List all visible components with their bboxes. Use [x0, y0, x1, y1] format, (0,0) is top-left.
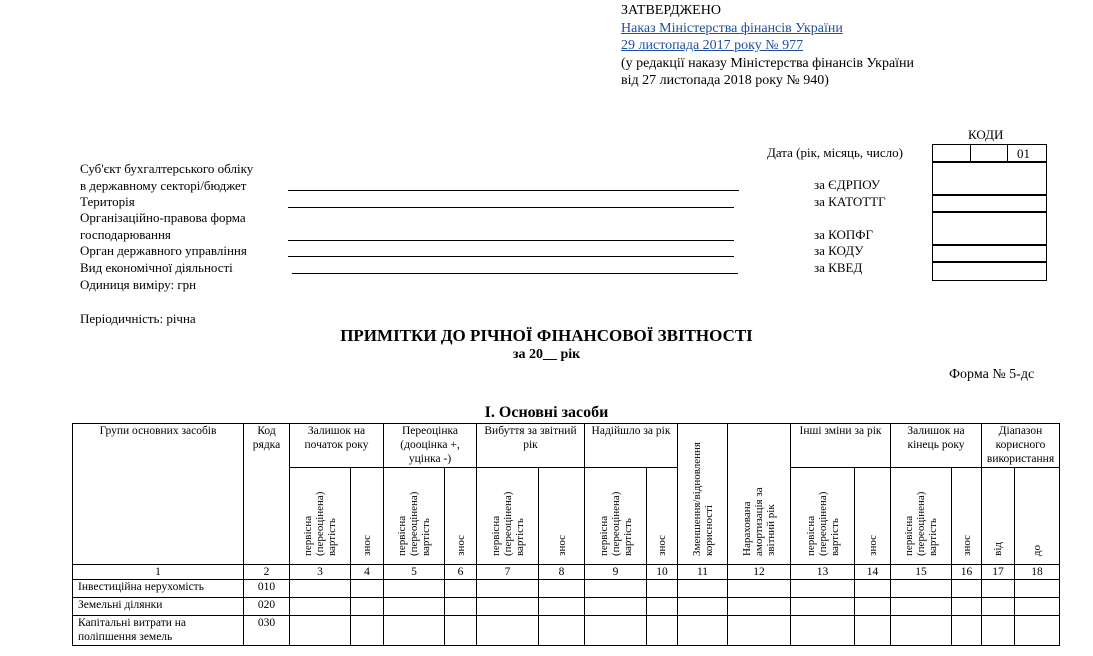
column-number: 1: [73, 565, 244, 580]
column-number: 7: [477, 565, 539, 580]
header-other: Інші зміни за рік: [791, 424, 891, 468]
org-form-label: [80, 210, 246, 243]
form-number: Форма № 5-дс: [949, 367, 1035, 382]
kodu-label: за КОДУ: [814, 243, 864, 258]
edition-line-2: від 27 листопада 2018 року № 940): [621, 73, 829, 88]
column-number: 13: [791, 565, 855, 580]
cell[interactable]: [585, 616, 647, 646]
kved-box: [932, 261, 1047, 281]
approved-label: ЗАТВЕРДЖЕНО: [621, 3, 721, 18]
sub-opening-initial-text: первісна (переоцінена) вартість: [302, 491, 338, 556]
kopfg-label: за КОПФГ: [814, 227, 874, 242]
cell[interactable]: [678, 598, 728, 616]
sub-closing-wear-text: знос: [960, 535, 973, 556]
cell[interactable]: [855, 616, 891, 646]
order-link[interactable]: Наказ Міністерства фінансів України: [621, 20, 843, 36]
cell[interactable]: [585, 580, 647, 598]
sub-range-from: [982, 468, 1015, 565]
cell[interactable]: [791, 598, 855, 616]
table-row: [73, 616, 1060, 646]
sub-range-from-text: від: [992, 542, 1004, 556]
header-range: Діапазон корисного використання: [982, 424, 1060, 468]
cell[interactable]: [1015, 616, 1060, 646]
cell[interactable]: [477, 616, 539, 646]
edition-line-1: (у редакції наказу Міністерства фінансів України: [621, 55, 915, 71]
header-revaluation: Переоцінка (дооцінка +, уцінка -): [384, 424, 477, 468]
subject-label-line2: в державному секторі/бюджет: [80, 177, 247, 193]
cell[interactable]: [290, 616, 351, 646]
org-form-input-line[interactable]: [288, 240, 734, 241]
table-row: [73, 580, 1060, 598]
cell[interactable]: [290, 580, 351, 598]
header-groups: Групи основних засобів: [73, 424, 244, 565]
sub-received-initial-text: первісна (переоцінена) вартість: [597, 491, 634, 556]
org-form-label-line1: Організаційно-правова форма: [80, 210, 246, 225]
cell[interactable]: [982, 580, 1015, 598]
cell[interactable]: [728, 580, 791, 598]
cell[interactable]: [791, 616, 855, 646]
sub-disposal-initial: [477, 468, 539, 565]
column-number: 10: [647, 565, 678, 580]
cell[interactable]: [678, 616, 728, 646]
header-code: Код рядка: [244, 424, 290, 565]
sub-received-wear-text: знос: [656, 535, 668, 556]
column-number: 9: [585, 565, 647, 580]
cell[interactable]: [445, 598, 477, 616]
header-disposal: Вибуття за звітний рік: [477, 424, 585, 468]
sub-closing-initial: [891, 468, 952, 565]
header-closing: Залишок на кінець року: [891, 424, 982, 468]
row-code: 030: [244, 616, 290, 646]
cell[interactable]: [445, 616, 477, 646]
subject-label: [80, 161, 253, 194]
cell[interactable]: [539, 580, 585, 598]
cell[interactable]: [891, 598, 952, 616]
column-number: 18: [1015, 565, 1060, 580]
territory-input-line[interactable]: [288, 207, 734, 208]
sub-other-wear: [855, 468, 891, 565]
sub-other-initial-text: первісна (переоцінена) вартість: [804, 491, 841, 556]
cell[interactable]: [647, 616, 678, 646]
cell[interactable]: [384, 580, 445, 598]
column-number: 17: [982, 565, 1015, 580]
org-form-label-line2: господарювання: [80, 226, 171, 242]
column-number: 2: [244, 565, 290, 580]
cell[interactable]: [728, 598, 791, 616]
order-date-link[interactable]: 29 листопада 2017 року № 977: [621, 38, 804, 53]
period-label: Періодичність: річна: [80, 311, 196, 326]
cell[interactable]: [855, 598, 891, 616]
table-row: [73, 598, 1060, 616]
cell[interactable]: [891, 616, 952, 646]
row-name: Інвестиційна нерухомість: [73, 580, 244, 598]
cell[interactable]: [477, 580, 539, 598]
column-number: 11: [678, 565, 728, 580]
kved-label: за КВЕД: [814, 260, 863, 275]
cell[interactable]: [791, 580, 855, 598]
header-depreciation: [728, 424, 791, 565]
kopfg-box: [932, 211, 1047, 246]
date-value: 01: [1017, 146, 1030, 161]
sub-reval-wear: [445, 468, 477, 565]
section-title: І. Основні засоби: [484, 404, 609, 421]
row-name: Капітальні витрати на поліпшення земель: [73, 616, 244, 646]
cell[interactable]: [982, 616, 1015, 646]
authority-label: Орган державного управління: [80, 243, 247, 258]
sub-received-wear: [647, 468, 678, 565]
sub-other-wear-text: знос: [866, 535, 879, 556]
cell[interactable]: [477, 598, 539, 616]
cell[interactable]: [728, 616, 791, 646]
katottg-label: за КАТОТТГ: [814, 194, 886, 209]
territory-label: Територія: [80, 194, 135, 209]
column-number: 15: [891, 565, 952, 580]
sub-disposal-wear: [539, 468, 585, 565]
header-depreciation-text: Нарахована амортизація за звітний рік: [741, 487, 777, 556]
sub-opening-initial: [290, 468, 351, 565]
cell[interactable]: [384, 616, 445, 646]
cell[interactable]: [678, 580, 728, 598]
codes-title: КОДИ: [968, 127, 1004, 142]
column-number: 16: [952, 565, 982, 580]
column-number: 6: [445, 565, 477, 580]
date-label: Дата (рік, місяць, число): [767, 145, 903, 160]
cell[interactable]: [290, 598, 351, 616]
header-received: Надійшло за рік: [585, 424, 678, 468]
cell[interactable]: [891, 580, 952, 598]
page-title: ПРИМІТКИ ДО РІЧНОЇ ФІНАНСОВОЇ ЗВІТНОСТІ: [340, 326, 753, 345]
sub-reval-wear-text: знос: [454, 535, 467, 556]
column-number: 3: [290, 565, 351, 580]
header-opening: Залишок на початок року: [290, 424, 384, 468]
cell[interactable]: [982, 598, 1015, 616]
cell[interactable]: [585, 598, 647, 616]
sub-other-initial: [791, 468, 855, 565]
approval-block: [621, 2, 914, 90]
sub-disposal-wear-text: знос: [555, 535, 568, 556]
fixed-assets-table: [72, 423, 1060, 646]
row-name: Земельні ділянки: [73, 598, 244, 616]
authority-input-line[interactable]: [288, 256, 734, 257]
edrpou-label: за ЄДРПОУ: [814, 177, 881, 192]
sub-reval-initial: [384, 468, 445, 565]
cell[interactable]: [445, 580, 477, 598]
column-number: 8: [539, 565, 585, 580]
sub-received-initial: [585, 468, 647, 565]
column-number: 12: [728, 565, 791, 580]
row-code: 020: [244, 598, 290, 616]
cell[interactable]: [1015, 580, 1060, 598]
sub-opening-wear: [351, 468, 384, 565]
page-subtitle: за 20__ рік: [512, 347, 581, 362]
sub-closing-wear: [952, 468, 982, 565]
edrpou-box: [932, 161, 1047, 196]
sub-reval-initial-text: первісна (переоцінена) вартість: [396, 491, 432, 556]
cell[interactable]: [539, 598, 585, 616]
cell[interactable]: [952, 580, 982, 598]
cell[interactable]: [351, 580, 384, 598]
cell[interactable]: [351, 616, 384, 646]
cell[interactable]: [1015, 598, 1060, 616]
unit-label: Одиниця виміру: грн: [80, 277, 197, 292]
sub-range-to: [1015, 468, 1060, 565]
column-number: 4: [351, 565, 384, 580]
subject-input-line[interactable]: [288, 190, 739, 191]
cell[interactable]: [647, 598, 678, 616]
cell[interactable]: [952, 616, 982, 646]
subject-label-line1: Суб'єкт бухгалтерського обліку: [80, 161, 254, 176]
cell[interactable]: [539, 616, 585, 646]
column-number: 5: [384, 565, 445, 580]
cell[interactable]: [384, 598, 445, 616]
header-impairment: [678, 424, 728, 565]
column-number: 14: [855, 565, 891, 580]
cell[interactable]: [855, 580, 891, 598]
sub-opening-wear-text: знос: [361, 535, 373, 556]
row-code: 010: [244, 580, 290, 598]
cell[interactable]: [351, 598, 384, 616]
cell[interactable]: [952, 598, 982, 616]
sub-closing-initial-text: первісна (переоцінена) вартість: [903, 491, 939, 556]
sub-range-to-text: до: [1031, 544, 1043, 556]
header-impairment-text: Зменшення/відновлення корисності: [690, 442, 715, 556]
activity-label: Вид економічної діяльності: [80, 260, 233, 275]
column-numbers-row: [73, 565, 1060, 580]
sub-disposal-initial-text: первісна (переоцінена) вартість: [489, 491, 526, 556]
cell[interactable]: [647, 580, 678, 598]
activity-input-line[interactable]: [292, 273, 738, 274]
